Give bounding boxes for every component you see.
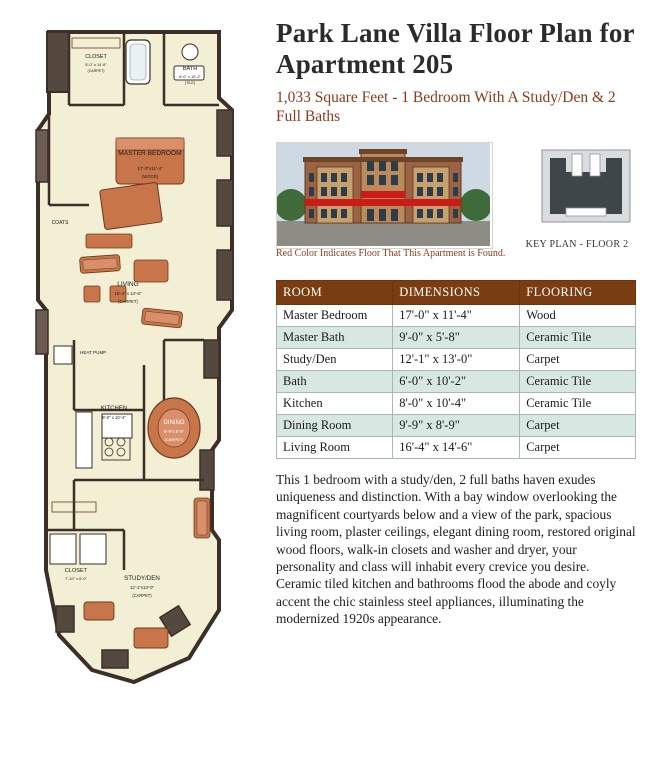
page-subtitle: 1,033 Square Feet - 1 Bedroom With A Study/Den & 2 Full Baths — [276, 89, 616, 125]
cell-flooring: Ceramic Tile — [520, 327, 636, 349]
key-plan-diagram — [536, 142, 636, 235]
col-header-flooring: FLOORING — [520, 281, 636, 305]
key-plan-image — [536, 142, 636, 237]
label-master-bedroom-material: (WOOD) — [141, 174, 159, 179]
label-bath-top-dims: 6'-0" x 10'-2" — [179, 74, 201, 79]
table-row — [277, 393, 636, 415]
table-row — [277, 305, 636, 327]
label-living-material: (CARPET) — [118, 299, 138, 304]
cell-flooring: Carpet — [520, 349, 636, 371]
label-closet-top: CLOSET — [85, 54, 107, 60]
label-master-bedroom: MASTER BEDROOM — [118, 150, 182, 157]
cell-dimensions: 17'-0" x 11'-4" — [393, 305, 520, 327]
cell-room: Dining Room — [277, 415, 393, 437]
room-dining — [148, 398, 200, 458]
table-row — [277, 437, 636, 459]
table-row — [277, 327, 636, 349]
cell-flooring: Ceramic Tile — [520, 371, 636, 393]
label-dining: DINING — [163, 420, 185, 426]
cell-flooring: Ceramic Tile — [520, 393, 636, 415]
label-kitchen-dims: 8'-0" x 10'-4" — [102, 415, 126, 420]
cell-flooring: Carpet — [520, 437, 636, 459]
cell-room: Study/Den — [277, 349, 393, 371]
floor-plan-drawing — [14, 10, 264, 690]
table-row — [277, 371, 636, 393]
col-header-dimensions: DIMENSIONS — [393, 281, 520, 305]
label-coats: COATS — [51, 220, 69, 226]
page-title: Park Lane Villa Floor Plan for Apartment 205 — [276, 18, 635, 79]
label-closet-top-dims: 5'-0" x 14'-6" — [85, 63, 107, 67]
table-row — [277, 415, 636, 437]
cell-dimensions: 16'-4" x 14'-6" — [393, 437, 520, 459]
label-kitchen: KITCHEN — [100, 406, 128, 412]
cell-dimensions: 9'-9" x 8'-9" — [393, 415, 520, 437]
room-spec-table — [276, 280, 636, 459]
table-row — [277, 349, 636, 371]
cell-flooring: Carpet — [520, 415, 636, 437]
cell-dimensions: 12'-1" x 13'-0" — [393, 349, 520, 371]
label-closet-lower: CLOSET — [64, 568, 88, 574]
apartment-description: This 1 bedroom with a study/den, 2 full baths haven exudes uniqueness and distinction. With a bay window overlooking the magnificent courtyards below and a view of the park, spacious living room, plaster ceilings, elegant dining room, restored original wood floors, walk-in closets and washer and dryer, your personality and class will inhabit every crevice you desire. Ceramic tiled kitchen and bathrooms flood the abode and coyly accent the chic stainless steel appliances, illuminating the modernized 1920s appearance. — [276, 472, 636, 627]
label-study-den: STUDY/DEN — [124, 575, 160, 582]
label-dining-dims: 9'-9"x 8'-9" — [164, 429, 184, 434]
key-plan-caption: KEY PLAN - FLOOR 2 — [525, 239, 629, 250]
building-photo — [276, 142, 493, 249]
label-study-den-dims: 12'-1"x13'-0" — [129, 585, 155, 590]
floor-plan — [14, 10, 264, 690]
label-master-bedroom-dims: 17'-0"x11'-4" — [137, 166, 163, 171]
label-living: LIVING — [117, 281, 139, 288]
building-photo-caption: Red Color Indicates Floor That This Apartment is Found. — [276, 248, 506, 259]
label-dining-material: (CARPET) — [164, 437, 184, 442]
col-header-room: ROOM — [277, 281, 393, 305]
cell-room: Bath — [277, 371, 393, 393]
room-coats — [52, 220, 70, 226]
table-header-row — [277, 281, 636, 305]
label-heat-pump: HEAT PUMP — [80, 350, 107, 355]
label-study-den-material: (CARPET) — [132, 593, 152, 598]
cell-room: Master Bath — [277, 327, 393, 349]
cell-dimensions: 8'-0" x 10'-4" — [393, 393, 520, 415]
label-closet-top-material: (CARPET) — [87, 69, 105, 73]
cell-dimensions: 9'-0" x 5'-8" — [393, 327, 520, 349]
cell-room: Kitchen — [277, 393, 393, 415]
label-bath-top: BATH — [182, 66, 198, 72]
label-closet-lower-dims: 7'-10" x 6'-0" — [65, 576, 87, 581]
label-living-dims: 16'-4" x 14'-6" — [114, 291, 142, 296]
info-column — [276, 18, 636, 641]
cell-room: Living Room — [277, 437, 393, 459]
label-bath-top-material: (TILE) — [184, 81, 196, 85]
cell-flooring: Wood — [520, 305, 636, 327]
building-illustration — [277, 143, 490, 246]
images-row — [276, 142, 636, 272]
cell-room: Master Bedroom — [277, 305, 393, 327]
cell-dimensions: 6'-0" x 10'-2" — [393, 371, 520, 393]
